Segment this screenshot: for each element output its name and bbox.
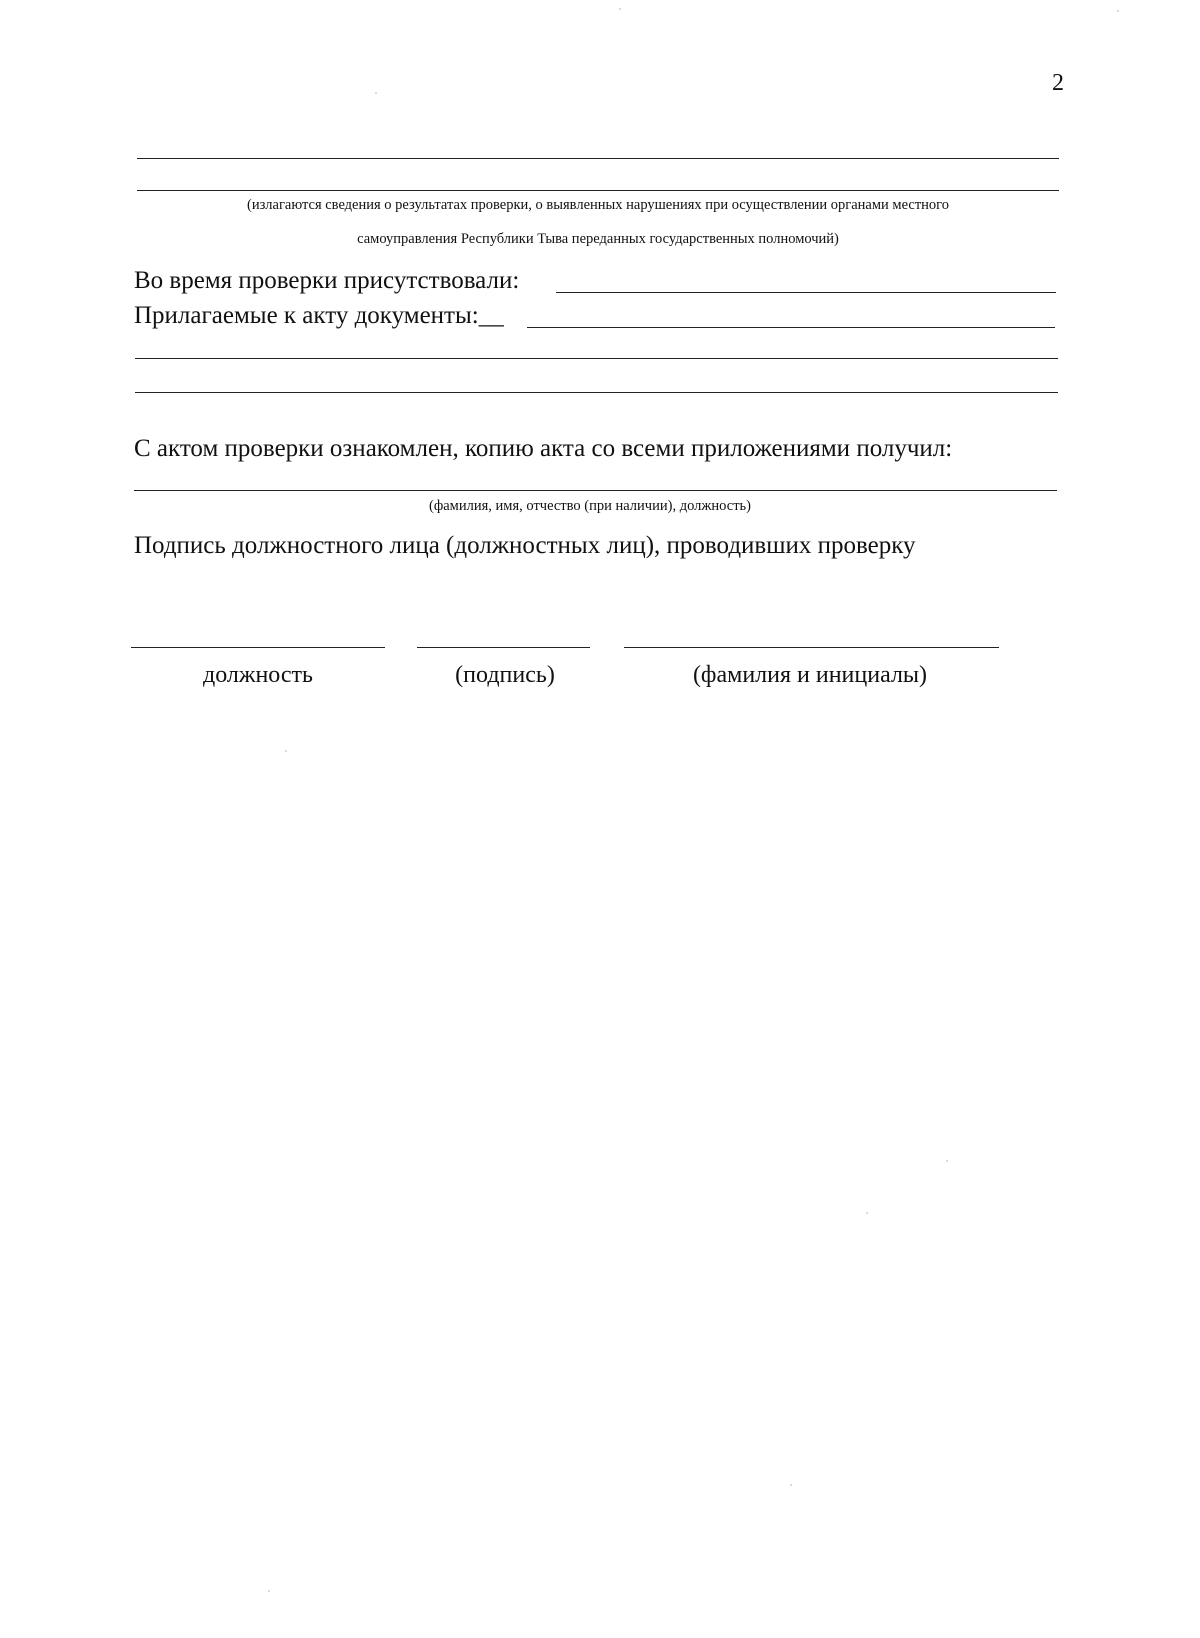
signature-heading: Подпись должностного лица (должностных лиц), проводивших проверку	[134, 532, 916, 559]
position-label: должность	[203, 662, 313, 688]
scan-speck	[619, 8, 621, 10]
signature-label: (подпись)	[455, 662, 555, 688]
results-caption-line-1: (излагаются сведения о результатах проверки, о выявленных нарушениях при осуществлении органами местного	[246, 197, 950, 213]
scan-speck	[375, 92, 377, 94]
documents-line-3	[135, 392, 1058, 393]
acknowledged-label: С актом проверки ознакомлен, копию акта со всеми приложениями получил:	[134, 435, 953, 462]
present-label: Во время проверки присутствовали:	[134, 267, 520, 294]
name-signature-line	[624, 647, 999, 648]
present-field-line	[556, 292, 1056, 293]
name-label: (фамилия и инициалы)	[692, 662, 928, 688]
scan-speck	[866, 1212, 868, 1214]
scan-speck	[268, 1590, 270, 1592]
results-caption-line-2: самоуправления Республики Тыва переданных государственных полномочий)	[357, 231, 839, 247]
documents-line-2	[135, 358, 1058, 359]
scan-speck	[790, 1484, 792, 1486]
page-number: 2	[1052, 70, 1064, 96]
signature-line	[417, 647, 590, 648]
scan-speck	[1117, 10, 1119, 12]
name-caption: (фамилия, имя, отчество (при наличии), должность)	[429, 498, 751, 514]
documents-field-line	[527, 327, 1055, 328]
results-line-1	[137, 158, 1059, 159]
documents-label: Прилагаемые к акту документы:__	[134, 302, 504, 329]
position-signature-line	[131, 647, 385, 648]
scan-speck	[946, 1160, 948, 1162]
results-line-2	[137, 190, 1059, 191]
scan-speck	[285, 750, 287, 752]
acknowledged-field-line	[134, 490, 1057, 491]
